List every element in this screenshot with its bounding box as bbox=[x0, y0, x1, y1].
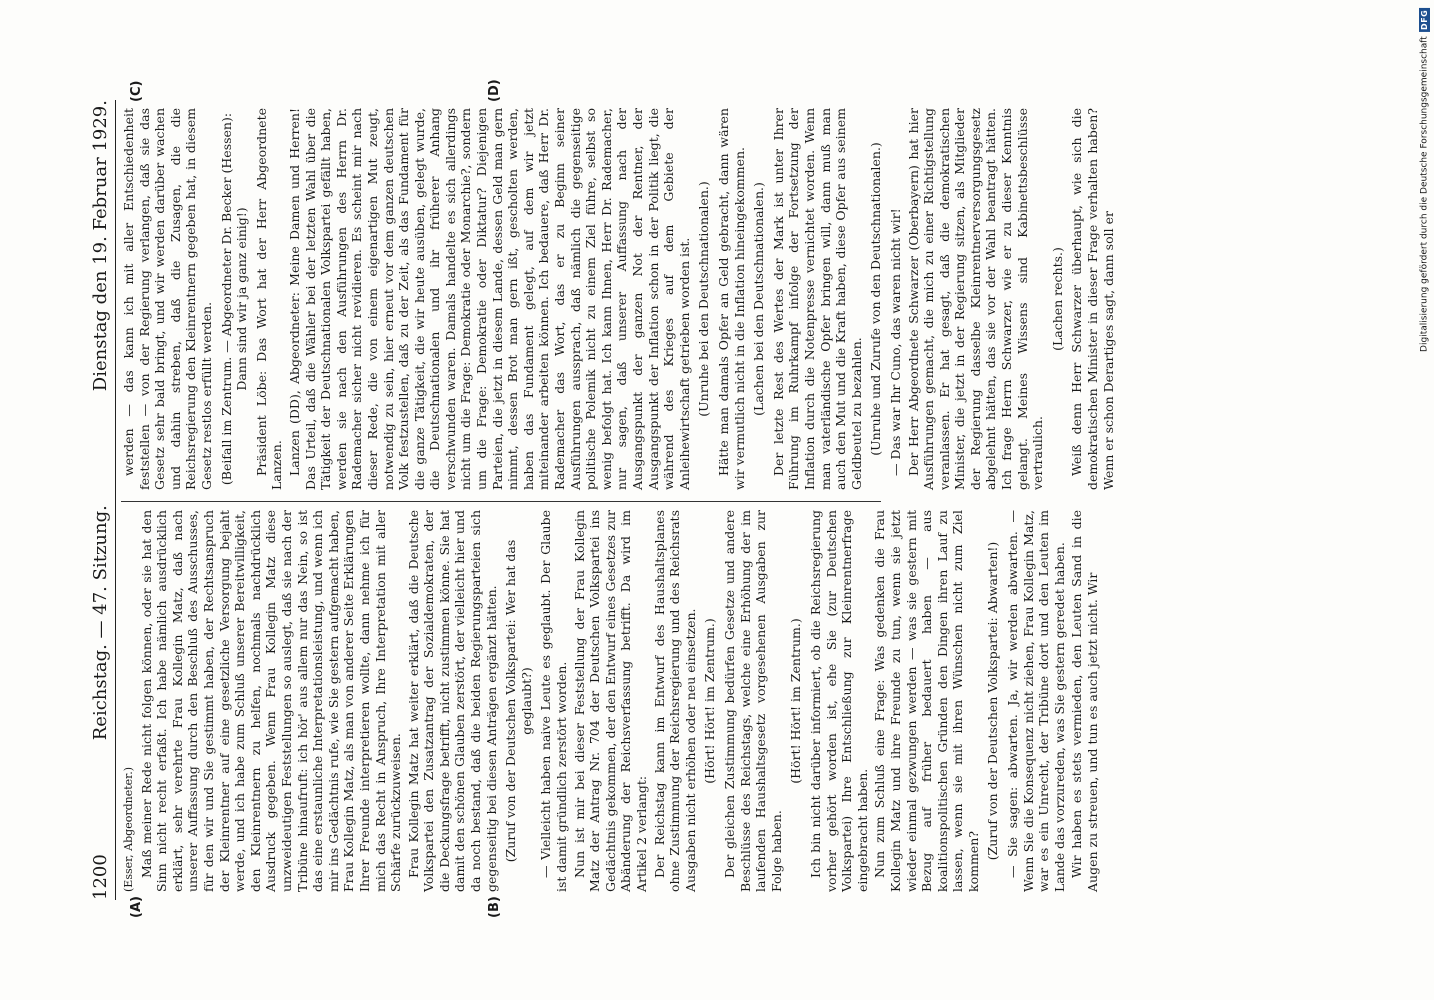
right-interjection: (Lachen rechts.) bbox=[1049, 247, 1065, 351]
right-paragraph: Der letzte Rest des Wertes der Mark ist unter Ihrer Führung im Ruhrkampf infolge der Fortsetzung der Inflation durch die Notenpresse vernichtet worden. Wenn man vaterländische Opfer bringen will, dann muß man auch den Mut und die Kraft haben, diese Opfer aus seinem Geldbeutel zu bezahlen. bbox=[770, 108, 864, 490]
left-paragraph: Der gleichen Zustimmung bedürfen Gesetze und andere Beschlüsse des Reichstags, welche eine Erhöhung der im laufenden Haushaltsgesetz vorgesehenen Ausgaben zur Folge haben. bbox=[721, 510, 784, 892]
left-interjection: (Zuruf von der Deutschen Volkspartei: Abwarten!) bbox=[985, 541, 1001, 861]
left-paragraph: — Vielleicht haben naive Leute es geglaubt. Der Glaube ist damit gründlich zerstört worden. bbox=[538, 510, 570, 892]
left-interjection: (Zuruf von der Deutschen Volkspartei: Wer hat das geglaubt?) bbox=[503, 539, 534, 863]
left-paragraph: Wir haben es stets vermieden, den Leuten Sand in die Augen zu streuen, und tun es auch jetzt nicht. Wir bbox=[1069, 510, 1101, 892]
digitization-credit bbox=[1419, 8, 1430, 352]
left-paragraph: Nun zum Schluß eine Frage: Was gedenken die Frau Kollegin Matz und ihre Freunde zu tun, wenn sie jetzt wieder einmal gezwungen werden — was sie gestern mit Bezug auf früher bedauert haben — aus koalitionspolitischen Gründen den Dingen ihren Lauf zu lassen, wenn sie mit ihren Wünschen nicht zum Ziel kommen? bbox=[872, 510, 981, 892]
right-paragraph: werden — das kann ich mit aller Entschiedenheit feststellen — von der Regierung verlangen, daß sie das Gesetz sehr bald bringt, und wir werden darüber wachen und dahin streben, daß die Zusagen, die die Reichsregierung den Kleinrentnern gegeben hat, in diesem Gesetz restlos erfüllt werden. bbox=[121, 108, 214, 490]
left-paragraph: (Esser, Abgeordneter.) bbox=[122, 767, 135, 892]
margin-marker-d: (D) bbox=[487, 79, 502, 102]
page-number: 1200 bbox=[90, 854, 111, 900]
right-paragraph: Weiß denn Herr Schwarzer überhaupt, wie sich die demokratischen Minister in dieser Frage verhalten haben? Wenn er schon Derartiges sagt, dann soll er bbox=[1069, 108, 1116, 490]
credit-text: Digitalisierung gefördert durch die Deutsche Forschungsgemeinschaft bbox=[1419, 36, 1430, 352]
right-interjection: (Beifall im Zentrum. — Abgeordneter Dr. Becker (Hessen): Dann sind wir ja ganz einig!) bbox=[218, 112, 250, 486]
right-interjection: (Unruhe und Zurufe von den Deutschnationalen.) bbox=[868, 142, 884, 456]
left-paragraph: Maß meiner Rede nicht folgen können, oder sie hat den Sinn nicht recht erfaßt. Ich habe nämlich ausdrücklich erklärt, sehr verehrte Frau Kollegin Matz, daß nach unserer Auffassung durch den Beschluß des Ausschusses, für den wir und Sie gestimmt haben, der Rechtsanspruch der Kleinrentner auf eine gesetzliche Versorgung bejaht werde, und ich habe zum Schluß unserer Bereitwilligkeit, den Kleinrentnern zu helfen, nochmals nachdrücklich Ausdruck gegeben. Wenn Frau Kollegin Matz diese unzweideutigen Feststellungen so auslegt, daß sie nach der Tribüne hinaufruft: ich hör' aus allem nur das Nein, so ist das eine erstaunliche Interpretationsleistung, und wenn ich mir ins Gedächtnis rufe, wie Sie gestern aufgemacht haben, Frau Kollegin Matz, als man von anderer Seite Erklärungen Ihrer Freunde interpretieren wollte, dann nehme ich für mich das Recht in Anspruch, Ihre Interpretation mit aller Schärfe zurückzuweisen. bbox=[138, 510, 404, 892]
right-paragraph: Präsident Löbe: Das Wort hat der Herr Abgeordnete Lanzen. bbox=[253, 108, 285, 490]
column-divider bbox=[121, 501, 881, 502]
left-paragraph: Ich bin nicht darüber informiert, ob die Reichsregierung vorher gehört worden ist, ehe Sie (zur Deutschen Volkspartei) Ihre Entschließung zur Kleinrentnerfrage eingebracht haben. bbox=[807, 510, 870, 892]
session-date: Dienstag den 19. Februar 1929. bbox=[90, 100, 111, 392]
margin-marker-b: (B) bbox=[487, 896, 502, 918]
margin-marker-c: (C) bbox=[129, 80, 144, 102]
left-paragraph: — Sie sagen: abwarten. Ja, wir werden abwarten. — Wenn Sie die Konsequenz nicht ziehen, Frau Kollegin Matz, war es ein Unrecht, der Tribüne dort und den Leuten im Lande das vorzureden, was Sie gestern geredet haben. bbox=[1005, 510, 1067, 892]
right-interjection: (Lachen bei den Deutschnationalen.) bbox=[751, 182, 767, 416]
left-paragraph: Der Reichstag kann im Entwurf des Haushaltsplanes ohne Zustimmung der Reichsregierung und des Reichsrats Ausgaben nicht erhöhen oder neu einsetzen. bbox=[651, 510, 698, 892]
running-title: Reichstag. — 47. Sitzung. bbox=[90, 505, 111, 741]
running-header bbox=[89, 100, 113, 900]
right-paragraph: Lanzen (DD), Abgeordneter: Meine Damen und Herren! Das Urteil, daß die Wähler bei der letzten Wahl über die Tätigkeit der Deutschnationalen Volkspartei gefällt haben, werden sie nach den Ausführungen des Herrn Dr. Rademacher sicher nicht revidieren. Es scheint mir nach dieser Rede, die von einem eigenartigen Mut zeugt, notwendig zu sein, hier erneut vor dem ganzen deutschen Volk festzustellen, daß zu der Zeit, als das Fundament für die ganze Tätigkeit, die wir heute ausüben, gelegt wurde, die Deutschnationalen und ihr früherer Anhang verschwunden waren. Damals handelte es sich allerdings nicht um die Frage: Demokratie oder Monarchie?, sondern um die Frage: Demokratie oder Diktatur? Diejenigen Parteien, die jetzt in diesem Lande, dessen Geld man gern nimmt, dessen Brot man gern ißt, gescholten werden, haben das Fundament gelegt, auf dem wir jetzt miteinander arbeiten können. Ich bedauere, daß Herr Dr. Rademacher das Wort, das er zu Beginn seiner Ausführungen aussprach, daß nämlich die gegenseitige politische Polemik nicht zu einem Ziel führe, selbst so wenig befolgt hat. Ich kann Ihnen, Herr Dr. Rademacher, nur sagen, daß unserer Auffassung nach der Ausgangspunkt der ganzen Not der Rentner, der Ausgangspunkt der Inflation schon in der Politik liegt, die während des Krieges auf dem Gebiete der Anleihewirtschaft getrieben worden ist. bbox=[286, 108, 692, 490]
right-paragraph: Hätte man damals Opfer an Geld gebracht, dann wären wir vermutlich nicht in die Inflation hineingekommen. bbox=[715, 108, 747, 490]
right-text-column bbox=[121, 108, 1116, 490]
rotated-page bbox=[17, 0, 1417, 1000]
left-paragraph: Frau Kollegin Matz hat weiter erklärt, daß die Deutsche Volkspartei den Zusatzantrag der Sozialdemokraten, der die Deckungsfrage betrifft, nicht zustimmen könne. Sie hat damit den schönen Glauben zerstört, der vielleicht hier und da noch bestand, daß die beiden Regierungsparteien sich gegenseitig bei diesen Anträgen ergänzt hätten. bbox=[405, 510, 499, 892]
right-paragraph: — Das war Ihr Cuno, das waren nicht wir! bbox=[887, 208, 903, 476]
left-text-column bbox=[121, 510, 1101, 892]
dfg-logo: DFG bbox=[1420, 10, 1429, 31]
left-interjection: (Hört! Hört! im Zentrum.) bbox=[788, 618, 804, 784]
left-paragraph: Nun ist mir bei dieser Feststellung der Frau Kollegin Matz der Antrag Nr. 704 der Deutschen Volkspartei ins Gedächtnis gekommen, der den Entwurf eines Gesetzes zur Abänderung der Reichsverfassung betrifft. Da wird im Artikel 2 verlangt: bbox=[571, 510, 649, 892]
right-interjection: (Unruhe bei den Deutschnationalen.) bbox=[696, 181, 712, 417]
right-paragraph: Der Herr Abgeordnete Schwarzer (Oberbayern) hat hier Ausführungen gemacht, die mich zu einer Richtigstellung veranlassen. Er hat gesagt, daß die demokratischen Minister, die jetzt in der Regierung sitzen, als Mitglieder der Regierung dasselbe Kleinrentnerversorgungsgesetz abgelehnt hätten, das sie vor der Wahl beantragt hätten. Ich frage Herrn Schwarzer, wie er zu dieser Kenntnis gelangt. Meines Wissens sind Kabinettsbeschlüsse vertraulich. bbox=[905, 108, 1046, 490]
header-rule bbox=[115, 100, 116, 900]
left-interjection: (Hört! Hört! im Zentrum.) bbox=[702, 618, 718, 784]
margin-marker-a: (A) bbox=[129, 896, 144, 918]
